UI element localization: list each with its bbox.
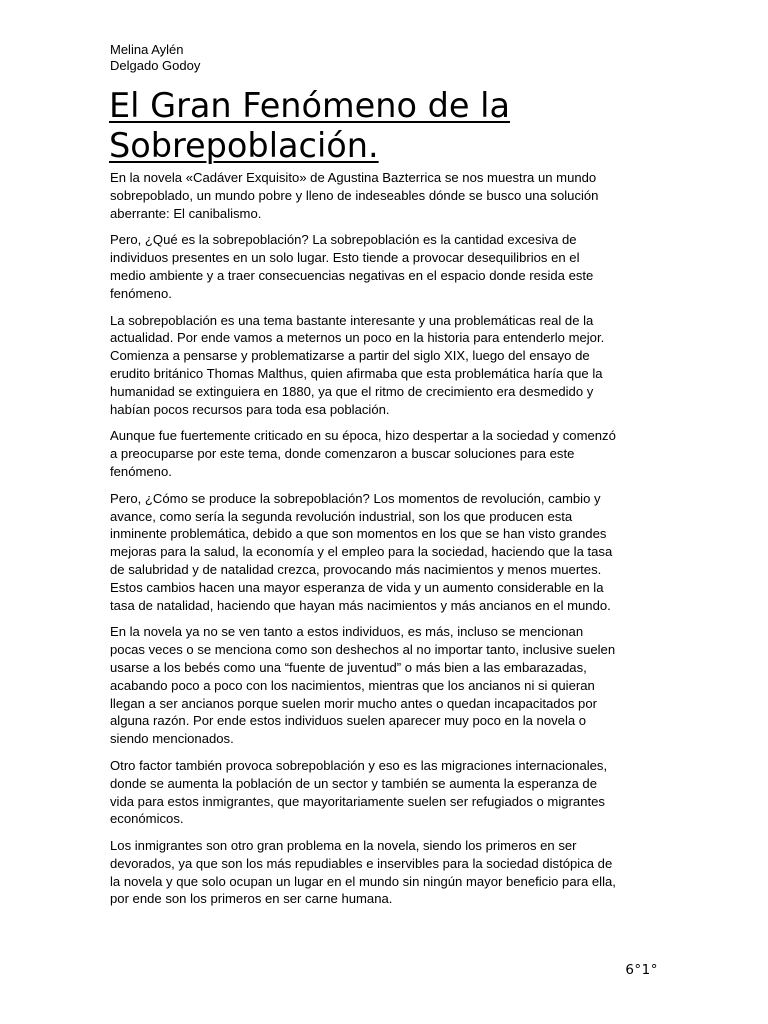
paragraph-line: avance, como sería la segunda revolución industrial, son los que producen esta — [110, 508, 573, 524]
paragraph-line: erudito británico Thomas Malthus, quien afirmaba que esta problemática haría que la — [110, 365, 603, 381]
document-body — [110, 169, 670, 917]
author-last-name: Delgado Godoy — [110, 57, 201, 73]
paragraph-line: de salubridad y de natalidad crezca, provocando más nacimientos y menos muertes. — [110, 561, 602, 577]
paragraph-line: Pero, ¿Qué es la sobrepoblación? La sobrepoblación es la cantidad excesiva de — [110, 232, 577, 248]
paragraph-line: actualidad. Por ende vamos a meternos un poco en la historia para entenderlo mejor. — [110, 330, 605, 346]
paragraph-line: Comienza a pensarse y problematizarse a partir del siglo XIX, luego del ensayo de — [110, 348, 590, 364]
paragraph-line: usarse a los bebés como una “fuente de juventud” o más bien a las embarazadas, — [110, 659, 587, 675]
paragraph-line: En la novela «Cadáver Exquisito» de Agustina Bazterrica se nos muestra un mundo — [110, 170, 597, 185]
paragraph-line: fenómeno. — [110, 463, 172, 479]
paragraph-line: por ende son los primeros en ser carne humana. — [110, 891, 393, 907]
author-block — [110, 42, 670, 73]
paragraph-line: Los inmigrantes son otro gran problema en la novela, siendo los primeros en ser — [110, 838, 577, 854]
paragraph-line: llegan a ser ancianos porque suelen morir mucho antes o quedan incapacitados por — [110, 695, 597, 711]
page-number: 6°1° — [625, 962, 658, 978]
paragraph-line: tasa de natalidad, haciendo que hayan más nacimientos y más ancianos en el mundo. — [110, 597, 611, 613]
paragraph-line: Estos cambios hacen una mayor esperanza de vida y un aumento considerable en la — [110, 579, 604, 595]
paragraph-line: inminente problemática, debido a que son momentos en los que se han visto grandes — [110, 526, 607, 542]
paragraph-line: devorados, ya que son los más repudiables e inservibles para la sociedad distópica de — [110, 855, 613, 871]
paragraph-line: acabando poco a poco con los nacimientos, mientras que los ancianos ni si quieran — [110, 677, 595, 693]
title-line-1: El Gran Fenómeno de la — [109, 86, 511, 125]
body-paragraph — [110, 623, 670, 748]
body-paragraph — [110, 169, 670, 222]
paragraph-line: a preocuparse por este tema, donde comenzaron a buscar soluciones para este — [110, 446, 575, 462]
body-paragraph — [110, 231, 670, 302]
paragraph-line: La sobrepoblación es una tema bastante interesante y una problemáticas real de la — [110, 312, 594, 328]
body-paragraph — [110, 490, 670, 615]
title-line-2: Sobrepoblación. — [109, 126, 379, 165]
paragraph-line: medio ambiente y a traer consecuencias negativas en el espacio donde resida este — [110, 267, 594, 283]
body-paragraph — [110, 757, 670, 828]
body-paragraph — [110, 312, 670, 419]
paragraph-line: Otro factor también provoca sobrepoblación y eso es las migraciones internacionales, — [110, 757, 608, 773]
paragraph-line: siendo mencionados. — [110, 731, 234, 747]
paragraph-line: habían pocos recursos para toda esa población. — [110, 401, 390, 417]
body-paragraph — [110, 837, 670, 908]
paragraph-line: alguna razón. Por ende estos individuos suelen aparecer muy poco en la novela o — [110, 713, 587, 729]
paragraph-line: humanidad se extinguiera en 1880, ya que el ritmo de crecimiento era desmedido y — [110, 383, 594, 399]
paragraph-line: pocas veces o se menciona como son deshechos al no importar tanto, inclusive suelen — [110, 642, 616, 658]
paragraph-line: económicos. — [110, 811, 184, 827]
paragraph-line: individuos presentes en un solo lugar. Esto tiende a provocar desequilibrios en el — [110, 250, 580, 266]
paragraph-line: fenómeno. — [110, 285, 172, 301]
paragraph-line: donde se aumenta la población de un sector y también se aumenta la esperanza de — [110, 775, 597, 791]
paragraph-line: la novela y que solo ocupan un lugar en el mundo sin ningún mayor beneficio para ella, — [110, 873, 616, 889]
paragraph-line: Pero, ¿Cómo se produce la sobrepoblación? Los momentos de revolución, cambio y — [110, 490, 601, 506]
paragraph-line: mejoras para la salud, la economía y el empleo para la sociedad, haciendo que la tasa — [110, 544, 613, 560]
paragraph-line: Aunque fue fuertemente criticado en su época, hizo despertar a la sociedad y comenzó — [110, 428, 616, 444]
paragraph-line: En la novela ya no se ven tanto a estos individuos, es más, incluso se mencionan — [110, 624, 584, 640]
paragraph-line: aberrante: El canibalismo. — [110, 205, 262, 221]
author-first-name: Melina Aylén — [110, 42, 184, 57]
body-paragraph — [110, 427, 670, 480]
paragraph-line: vida para estos inmigrantes, que mayoritariamente suelen ser refugiados o migrantes — [110, 793, 605, 809]
paragraph-line: sobrepoblado, un mundo pobre y lleno de indeseables dónde se busco una solución — [110, 187, 599, 203]
document-title — [109, 86, 709, 166]
